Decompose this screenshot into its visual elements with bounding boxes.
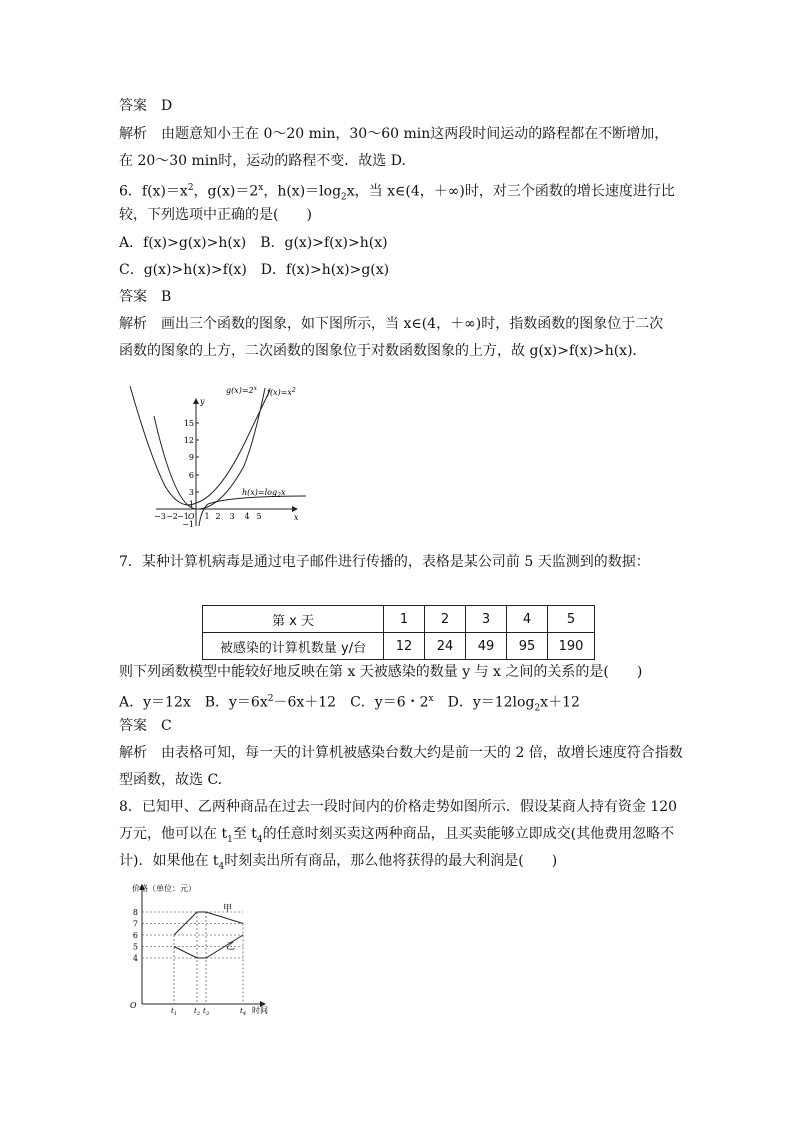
question-7-line2: 则下列函数模型中能较好地反映在第 x 天被感染的数量 y 与 x 之间的关系的是( ) [119, 664, 643, 680]
h-curve [199, 496, 306, 526]
x-axis-arrow [292, 506, 298, 512]
y-axis-title: 价格（单位：元） [132, 884, 196, 893]
x-axis-title: 时间 [252, 1006, 268, 1015]
infection-table [202, 605, 595, 660]
x-tick-3: 3 [229, 512, 235, 521]
analysis-6-line1: 解析 画出三个函数的图象，如下图所示，当 x∈(4，＋∞)时，指数函数的图象位于二次 [119, 316, 664, 332]
x-tick-label: $t_4$ [239, 1007, 247, 1015]
x-tick-1: 1 [204, 512, 210, 521]
x-tick-label: $t_3$ [202, 1007, 210, 1015]
table-cell: 190 [548, 633, 595, 660]
x-axis-label: x [294, 513, 299, 522]
table-row [203, 606, 595, 633]
question-6-options-ab: A．f(x)>g(x)>h(x) B．g(x)>f(x)>h(x) [119, 235, 388, 251]
y-axis-label: y [200, 397, 205, 406]
origin-label: O [188, 512, 195, 521]
h-label: $h(x)=\log_2x$ [242, 488, 286, 499]
y-tick-3: 3 [188, 488, 194, 497]
table-cell: 12 [384, 633, 425, 660]
x-tick-label: $t_1$ [170, 1007, 178, 1015]
question-7-options: A．y＝12x B．$y=6x^2-6x+12$ C．y＝6・2$^x$ D．$y=12\log_2x+12$ [119, 694, 580, 714]
question-6-options-cd: C．g(x)>h(x)>f(x) D．f(x)>h(x)>g(x) [119, 262, 390, 278]
table-header-cell: 第 x 天 [203, 606, 384, 633]
question-8-line1: 8．已知甲、乙两种商品在过去一段时间内的价格走势如图所示．假设某商人持有资金 120 [119, 799, 678, 815]
x-tick-neg3: −3 [154, 512, 166, 521]
table-cell: 3 [466, 606, 507, 633]
series-a-line [174, 912, 243, 935]
x-tick-neg1: −1 [177, 512, 189, 521]
question-6-line2: 较，下列选项中正确的是( ) [119, 207, 312, 223]
y-tick-label: 5 [132, 942, 138, 952]
table-cell: 5 [548, 606, 595, 633]
answer-6: 答案 B [119, 289, 172, 305]
origin-label: O [130, 1001, 137, 1010]
question-8-line3: 计)．如果他在 $t_4$时刻卖出所有商品，那么他将获得的最大利润是( ) [119, 853, 558, 872]
table-cell: 49 [466, 633, 507, 660]
table-cell: 1 [384, 606, 425, 633]
table-header-cell: 被感染的计算机数量 y/台 [203, 633, 384, 660]
series-a-label: 甲 [223, 904, 233, 914]
answer-7: 答案 C [119, 718, 172, 734]
x-tick-4: 4 [244, 512, 250, 521]
table-cell: 2 [425, 606, 466, 633]
answer-5: 答案 D [119, 98, 173, 114]
analysis-7-line2: 型函数，故选 C. [119, 772, 223, 788]
y-tick-6: 6 [188, 471, 194, 480]
y-tick-label: 6 [132, 931, 138, 940]
table-cell: 95 [507, 633, 548, 660]
g-label: $g(x)=2^x$ [226, 385, 258, 395]
x-tick-label: $t_2$ [193, 1007, 201, 1015]
y-tick-1: 1 [188, 500, 194, 509]
table-row [203, 633, 595, 660]
analysis-5-line1: 解析 由题意知小王在 0～20 min，30～60 min这两段时间运动的路程都在不断增加， [119, 126, 669, 142]
function-graph [120, 376, 320, 528]
analysis-6-line2: 函数的图象的上方，二次函数的图象位于对数函数图象的上方，故 g(x)>f(x)>h(x)． [119, 343, 647, 359]
y-tick-9: 9 [188, 453, 194, 462]
table-cell: 24 [425, 633, 466, 660]
x-tick-2: 2 [215, 512, 221, 521]
f-label: $f(x)=x^2$ [267, 387, 296, 397]
table-cell: 4 [507, 606, 548, 633]
y-tick-12: 12 [183, 436, 194, 445]
question-6-line1: 6．$f(x)=x^2$，$g(x)=2^x$，$h(x)=\log_2x$，当 x∈(4，＋∞)时，对三个函数的增长速度进行比 [119, 183, 675, 203]
y-tick-15: 15 [183, 419, 194, 428]
y-tick-label: 7 [132, 919, 138, 929]
y-tick-label: 4 [132, 954, 138, 963]
question-7-line1: 7．某种计算机病毒是通过电子邮件进行传播的，表格是某公司前 5 天监测到的数据： [119, 554, 650, 570]
question-8-line2: 万元，他可以在 $t_1$至 $t_4$的任意时刻买卖这两种商品，且买卖能够立即成交(其他费用忽略不 [119, 826, 675, 845]
x-tick-5: 5 [256, 512, 262, 521]
series-b-label: 乙 [226, 942, 236, 952]
price-chart [122, 880, 282, 1015]
y-tick-neg1: −1 [182, 520, 194, 528]
x-tick-neg2: −2 [166, 512, 178, 521]
analysis-5-line2: 在 20～30 min时，运动的路程不变．故选 D. [119, 153, 406, 169]
y-axis-arrow [193, 398, 199, 404]
y-tick-label: 8 [132, 908, 138, 917]
analysis-7-line1: 解析 由表格可知，每一天的计算机被感染台数大约是前一天的 2 倍，故增长速度符合指数 [119, 745, 683, 761]
